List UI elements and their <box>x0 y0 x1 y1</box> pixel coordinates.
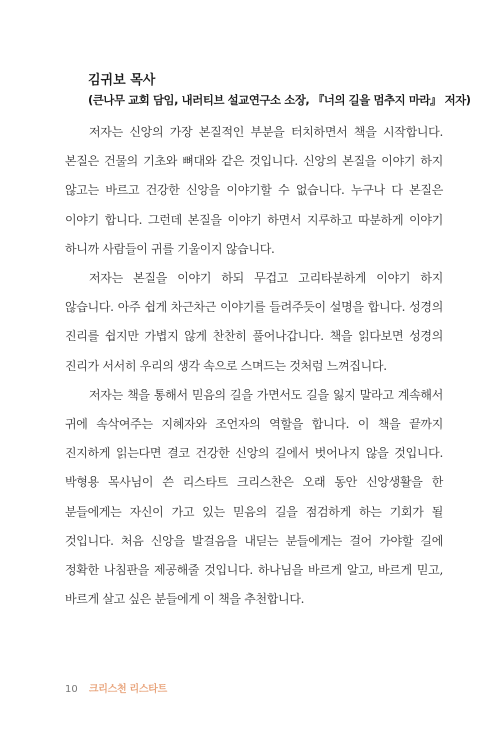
author-header <box>88 71 471 110</box>
paragraph-3: 저자는 책을 통해서 믿음의 길을 가면서도 길을 잃지 말라고 계속해서 귀에 속삭여주는 지혜자와 조언자의 역할을 합니다. 이 책을 끝까지 진지하게 읽는다면 결코 건강한 신앙의 길에서 벗어나지 않을 것입니다. 박형용 목사님이 쓴 리스타트 크리스찬은 오래 동안 신앙생활을 한 분들에게는 자신이 가고 있는 믿음의 길을 점검하게 하는 기회가 될 것입니다. 처음 신앙을 발걸음을 내딛는 분들에게는 걸어 가야할 길에 정확한 나침판을 제공해줄 것입니다. 하나님을 바르게 알고, 바르게 믿고, 바르게 살고 싶은 분들에게 이 책을 추천합니다. <box>65 387 443 607</box>
running-book-title: 크리스천 리스타트 <box>88 684 167 695</box>
author-name: 김귀보 목사 <box>88 73 156 88</box>
paragraph-2: 저자는 본질을 이야기 하되 무겁고 고리타분하게 이야기 하지 않습니다. 아주 쉽게 차근차근 이야기를 들려주듯이 설명을 합니다. 성경의 진리를 쉽지만 가볍지 않게 찬찬히 풀어나갑니다. 책을 읽다보면 성경의 진리가 서서히 우리의 생각 속으로 스며드는 것처럼 느껴집니다. <box>65 271 443 373</box>
paragraph-1: 저자는 신앙의 가장 본질적인 부분을 터치하면서 책을 시작합니다. 본질은 건물의 기초와 뼈대와 같은 것입니다. 신앙의 본질을 이야기 하지 않고는 바르고 건강한 신앙을 이야기할 수 없습니다. 누구나 다 본질은 이야기 합니다. 그런데 본질을 이야기 하면서 지루하고 따분하게 이야기 하니까 사람들이 귀를 기울이지 않습니다. <box>65 125 443 256</box>
page-footer <box>65 683 167 697</box>
page-number: 10 <box>65 684 78 695</box>
recommendation-body <box>65 118 443 614</box>
author-description: (큰나무 교회 담임, 내러티브 설교연구소 소장, 『너의 길을 멈추지 마라』 저자) <box>88 93 471 107</box>
